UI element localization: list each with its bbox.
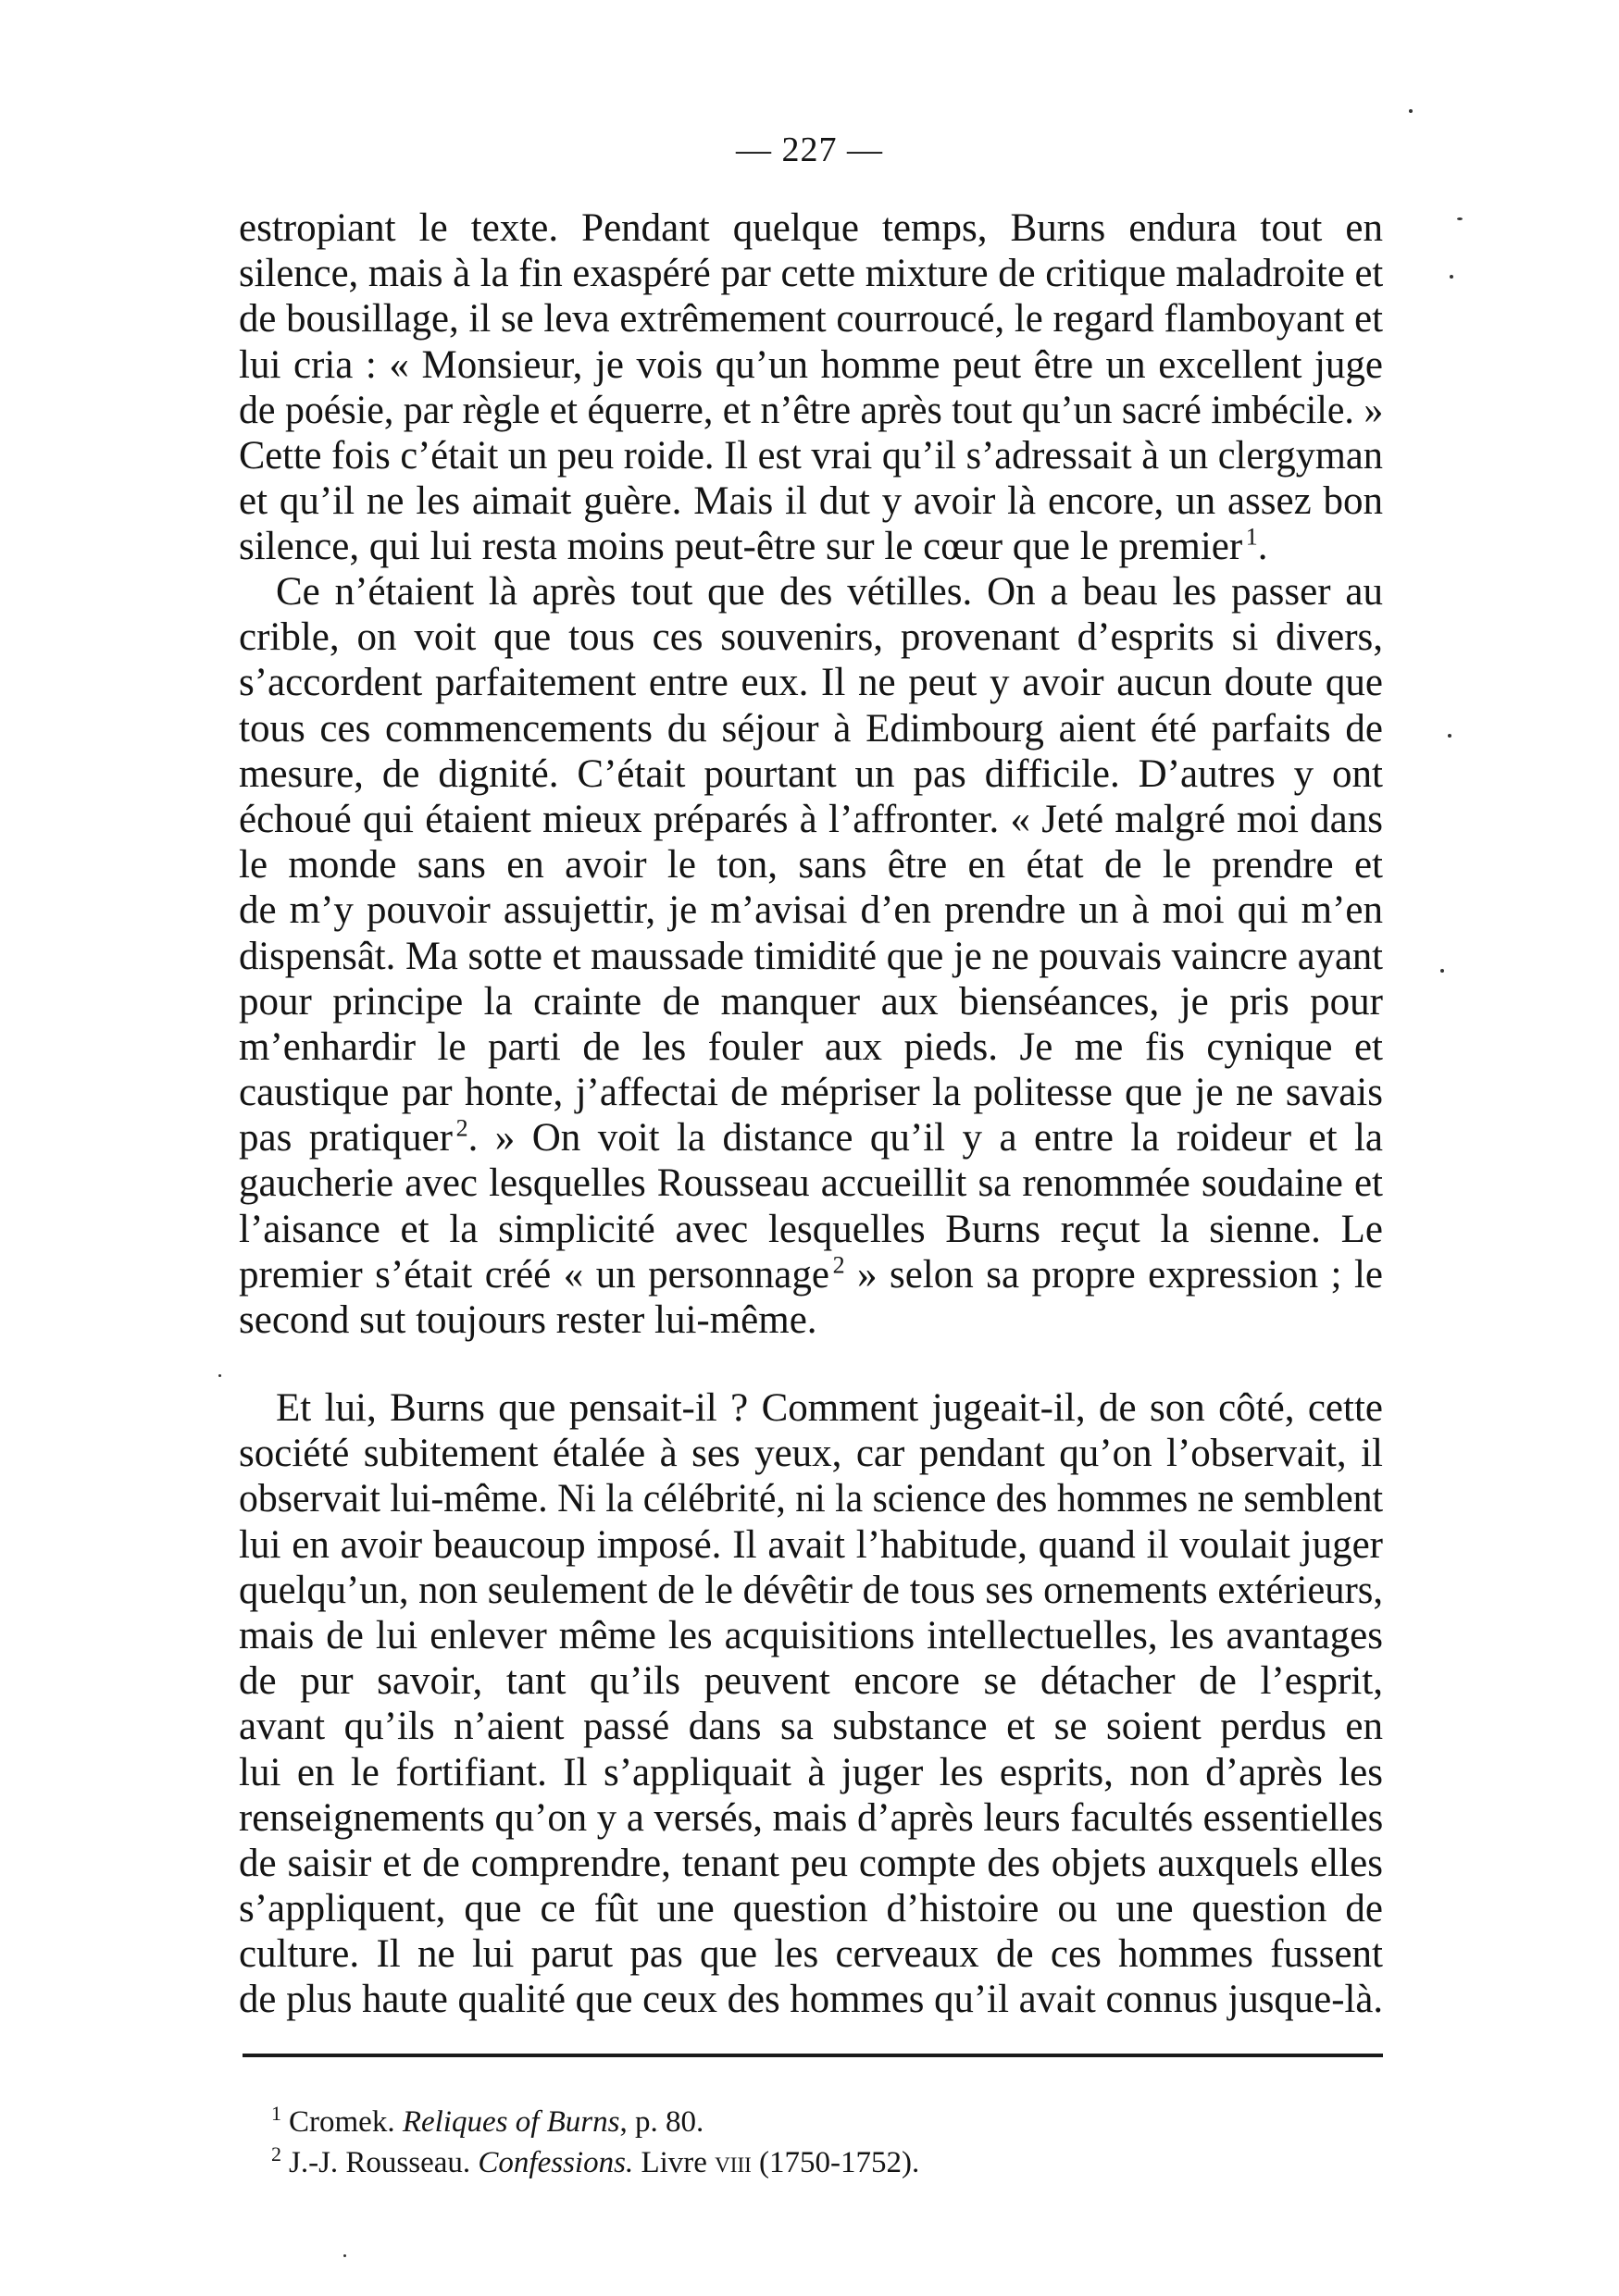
footnote-rest: (1750-1752). (751, 2146, 920, 2179)
text-line: de plus haute qualité que ceux des hommes qu’il avait connus jusque-là. (239, 1978, 1384, 2022)
footnote-title: Confessions. (478, 2146, 634, 2179)
paragraph-2 (239, 569, 1383, 1343)
text-line: culture. Il ne lui parut pas que les cerveaux de ces hommes fussent (239, 1932, 1383, 1977)
text-fragment: » selon sa propre expression ; le (844, 1252, 1383, 1297)
footnote-ref-2b: 2 (832, 1251, 845, 1279)
text-line: dispensât. Ma sotte et maussade timidité que je ne pouvais vaincre ayant (239, 934, 1384, 978)
footnote-divider (243, 2054, 1383, 2057)
text-line: mais de lui enlever même les acquisitions intellectuelles, les avantages (239, 1613, 1383, 1657)
text-line: quelqu’un, non seulement de le dévêtir de tous ses ornements extérieurs, (239, 1568, 1384, 1612)
text-line: de poésie, par règle et équerre, et n’être après tout qu’un sacré imbécile. » (239, 388, 1384, 432)
text-line: second sut toujours rester lui-même. (239, 1298, 817, 1342)
text-line: silence, mais à la fin exaspéré par cette mixture de critique maladroite et (239, 252, 1384, 296)
text-line: lui cria : « Monsieur, je vois qu’un homme peut être un excellent juge (239, 342, 1383, 387)
footnote-ref-2: 2 (455, 1114, 468, 1142)
footnote-1 (271, 2093, 1289, 2139)
text-fragment: . (1257, 525, 1268, 569)
text-line: pour principe la crainte de manquer aux bienséances, je pris pour (239, 979, 1383, 1024)
text-line: avant qu’ils n’aient passé dans sa substance et se soient perdus en (239, 1705, 1383, 1749)
text-line (239, 1115, 1383, 1160)
text-line: observait lui-même. Ni la célébrité, ni la science des hommes ne semblent (239, 1477, 1384, 1521)
text-line: caustique par honte, j’affectai de mépriser la politesse que je ne savais (239, 1071, 1383, 1115)
paragraph-1 (239, 205, 1383, 570)
footnote-mark: 2 (271, 2142, 281, 2166)
text-line: et qu’il ne les aimait guère. Mais il dut y avoir là encore, un assez bon (239, 479, 1383, 524)
text-line: Ce n’étaient là après tout que des vétilles. On a beau les passer au (276, 570, 1383, 614)
scan-speck (1440, 969, 1444, 973)
scan-speck (1450, 275, 1453, 279)
text-line: s’appliquent, que ce fût une question d’histoire ou une question de (239, 1887, 1383, 1931)
text-line: l’aisance et la simplicité avec lesquelles Burns reçut la sienne. Le (239, 1207, 1383, 1251)
text-fragment: . » On voit la distance qu’il y a entre la roideur et la (467, 1116, 1383, 1160)
footnote-rest: , p. 80. (619, 2105, 704, 2139)
footnote-title: Reliques of Burns (402, 2105, 620, 2139)
text-line: renseignements qu’on y a versés, mais d’après leurs facultés essentielles (239, 1795, 1384, 1840)
text-line: de saisir et de comprendre, tenant peu compte des objets auxquels elles (239, 1841, 1383, 1885)
scan-speck (1409, 109, 1413, 113)
footnote-ref-1: 1 (1245, 523, 1258, 551)
text-line: de m’y pouvoir assujettir, je m’avisai d’en prendre un à moi qui m’en (239, 888, 1383, 933)
text-line (239, 524, 1383, 569)
text-fragment: premier s’était créé « un personnage (239, 1252, 829, 1297)
text-line: crible, on voit que tous ces souvenirs, provenant d’esprits si divers, (239, 615, 1383, 660)
text-line: Cette fois c’était un peu roide. Il est vrai qu’il s’adressait à un clergyman (239, 433, 1383, 478)
scan-speck (343, 2254, 346, 2257)
text-line: de pur savoir, tant qu’ils peuvent encore se détacher de l’esprit, (239, 1659, 1383, 1704)
text-line: Et lui, Burns que pensait-il ? Comment jugeait-il, de son côté, cette (276, 1386, 1383, 1430)
footnote-book: viii (715, 2146, 752, 2179)
text-line: estropiant le texte. Pendant quelque temps, Burns endura tout en (239, 206, 1383, 250)
text-line: gaucherie avec lesquelles Rousseau accueillit sa renommée soudaine et (239, 1161, 1383, 1206)
scan-speck (1448, 734, 1451, 738)
paragraph-3 (239, 1385, 1383, 2023)
text-line: lui en avoir beaucoup imposé. Il avait l’habitude, quand il voulait juger (239, 1522, 1383, 1567)
text-line: mesure, de dignité. C’était pourtant un pas difficile. D’autres y ont (239, 751, 1383, 796)
text-line: tous ces commencements du séjour à Edimbourg aient été parfaits de (239, 706, 1383, 751)
scan-speck (218, 1374, 221, 1377)
text-line: m’enhardir le parti de les fouler aux pieds. Je me fis cynique et (239, 1024, 1383, 1069)
text-line: de bousillage, il se leva extrêmement courroucé, le regard flamboyant et (239, 297, 1384, 341)
footnote-author: Cromek. (289, 2105, 395, 2139)
text-line: société subitement étalée à ses yeux, car pendant qu’on l’observait, il (239, 1432, 1383, 1476)
footnote-author: J.-J. Rousseau. (289, 2146, 471, 2179)
text-line (239, 1252, 1383, 1297)
text-line: le monde sans en avoir le ton, sans être en état de le prendre et (239, 843, 1383, 887)
text-line: lui en le fortifiant. Il s’appliquait à juger les esprits, non d’après les (239, 1750, 1383, 1794)
text-fragment: silence, qui lui resta moins peut-être sur le cœur que le premier (239, 525, 1243, 569)
footnote-rest-prefix: Livre (633, 2146, 716, 2179)
footnotes (271, 2093, 1289, 2179)
text-line: s’accordent parfaitement entre eux. Il ne peut y avoir aucun doute que (239, 661, 1383, 705)
text-fragment: pas pratiquer (239, 1116, 453, 1160)
text-line: échoué qui étaient mieux préparés à l’affronter. « Jeté malgré moi dans (239, 797, 1383, 841)
footnote-mark: 1 (271, 2102, 281, 2125)
scan-speck (1457, 217, 1463, 220)
page-number: — 227 — (736, 130, 883, 169)
footnote-2 (271, 2134, 1289, 2179)
